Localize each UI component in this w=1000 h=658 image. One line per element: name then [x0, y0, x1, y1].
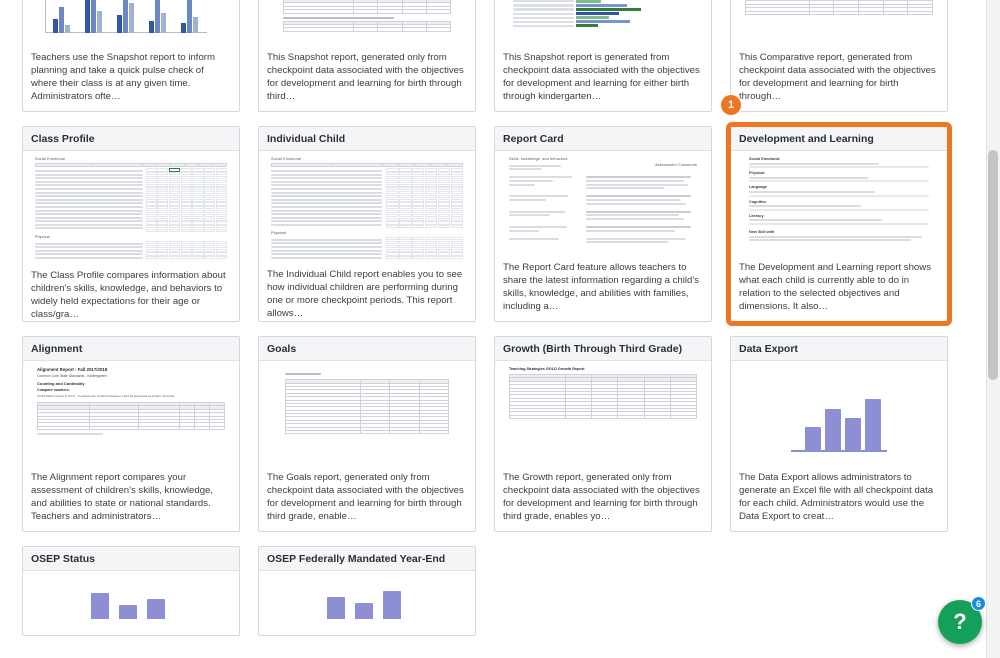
card-description: The Individual Child report enables you to see how individual children are performing during one or more checkpoint periods. This report allows… [267, 269, 463, 320]
alignment-domain: Counting and Cardinality [37, 381, 85, 386]
thumbnail-osep-year-end [259, 571, 475, 621]
card-header [23, 337, 239, 361]
card-title: Report Card [503, 132, 564, 145]
report-card-comparative[interactable] [730, 0, 948, 112]
card-description [23, 621, 239, 635]
card-description: The Class Profile compares information about children's skills, knowledge, and behaviors to widely held expectations for their age or class/gra… [31, 269, 226, 320]
dl-area-5: Literacy [749, 213, 764, 218]
report-card-snapshot-gantt[interactable] [494, 0, 712, 112]
thumb-section-label-2: Physical [35, 235, 50, 240]
dl-area-2: Physical [749, 171, 765, 176]
card-description: Teachers use the Snapshot report to inform planning and take a quick pulse check of where their class is at any given time. Administrators ofte… [31, 52, 215, 102]
card-title: Individual Child [267, 132, 346, 145]
card-title: Development and Learning [739, 132, 874, 145]
alignment-standard: Common Core State Standards - Kindergarten [37, 374, 107, 378]
page-scrollbar-thumb[interactable] [988, 150, 998, 380]
card-title: Alignment [31, 342, 83, 355]
card-title: Goals [267, 342, 297, 355]
dl-area-4: Cognitive [749, 199, 767, 204]
card-header [495, 127, 711, 151]
dl-area-1: Social Emotional [749, 157, 780, 161]
report-card-snapshot-tables[interactable] [258, 0, 476, 112]
help-button[interactable] [938, 600, 982, 644]
thumbnail-individual-child [259, 151, 475, 262]
card-header [259, 127, 475, 151]
thumbnail-tables [259, 0, 475, 45]
report-card-snapshot-bar[interactable] [22, 0, 240, 112]
card-description: The Development and Learning report shows what each child is currently able to do in relation to the selected objectives and dimensions. It also… [739, 262, 931, 312]
thumbnail-class-profile [23, 151, 239, 263]
card-description: This Snapshot report is generated from checkpoint data associated with the objectives for development and learning for either birth through kindergarten… [503, 52, 700, 102]
card-header [23, 127, 239, 151]
thumb-section-label: Social Emotional [35, 157, 65, 161]
thumb-col-label-right: Assessment Comments [655, 163, 697, 167]
card-description: The Growth report, generated only from checkpoint data associated with the objectives for development and learning for birth through third grade, enables yo… [503, 472, 700, 522]
help-notification-count: 6 [971, 596, 986, 611]
page-scrollbar-track[interactable] [986, 0, 1000, 658]
card-description: The Goals report, generated only from checkpoint data associated with the objectives for development and learning for birth through third grade, enable… [267, 472, 464, 522]
report-card-grid [22, 0, 972, 636]
report-card-report-card[interactable] [494, 126, 712, 322]
report-card-class-profile[interactable] [22, 126, 240, 322]
thumbnail-development-learning [731, 151, 947, 255]
card-header [23, 547, 239, 571]
thumbnail-alignment [23, 361, 239, 465]
card-description: The Report Card feature allows teachers to share the latest information regarding a child's skills, knowledge, and abilities with families, including a… [503, 262, 699, 312]
card-title: Class Profile [31, 132, 95, 145]
dl-area-3: Language [749, 185, 767, 190]
thumbnail-report-card [495, 151, 711, 255]
thumbnail-osep-status [23, 571, 239, 621]
thumbnail-growth [495, 361, 711, 465]
card-header [731, 337, 947, 361]
dl-note-label: New Skill with [749, 229, 775, 234]
thumb-section-label-2: Physical [271, 231, 286, 236]
step-badge-1: 1 [721, 95, 741, 115]
thumbnail-comparative [731, 0, 947, 45]
help-icon: ? [953, 609, 967, 634]
report-card-alignment[interactable] [22, 336, 240, 532]
report-card-goals[interactable] [258, 336, 476, 532]
card-title: OSEP Status [31, 552, 95, 565]
card-header [731, 127, 947, 151]
report-card-osep-year-end[interactable] [258, 546, 476, 636]
thumb-col-label-left: Skills, knowledge, and behaviors [509, 157, 568, 161]
thumbnail-goals [259, 361, 475, 465]
card-header [259, 547, 475, 571]
card-title: Data Export [739, 342, 798, 355]
report-card-growth[interactable] [494, 336, 712, 532]
report-card-development-and-learning[interactable] [727, 99, 948, 322]
card-description [259, 621, 475, 635]
report-card-individual-child[interactable] [258, 126, 476, 322]
bar-chart-icon [739, 367, 939, 463]
alignment-cluster: Compare numbers. [37, 388, 70, 392]
thumbnail-bar-chart [23, 0, 239, 45]
card-header [259, 337, 475, 361]
thumbnail-gantt [495, 0, 711, 45]
thumb-section-label: Social Emotional [271, 157, 301, 161]
alignment-title: Alignment Report - Fall 2017/2018 [37, 367, 108, 372]
card-title: OSEP Federally Mandated Year-End [267, 552, 446, 565]
card-description: This Snapshot report, generated only from checkpoint data associated with the objectives for development and learning for birth through third… [267, 52, 464, 102]
alignment-standard-text: CCSS.Math.Content.K.CC.6 – Compare two numbers between 1 and 10 presented as written numerals. [37, 394, 175, 398]
growth-title: Teaching Strategies GOLD Growth Report [509, 367, 585, 371]
card-title: Growth (Birth Through Third Grade) [503, 342, 683, 355]
card-description: This Comparative report, generated from checkpoint data associated with the objectives for development and learning for birth through… [739, 52, 936, 102]
card-header [495, 337, 711, 361]
report-card-data-export[interactable] [730, 336, 948, 532]
card-description: The Data Export allows administrators to generate an Excel file with all checkpoint data for each child. Administrators would use the Data Export to creat… [739, 472, 934, 522]
card-description: The Alignment report compares your assessment of children's skills, knowledge, and abilities to state or national standards. Teachers and administrators… [31, 472, 214, 522]
report-card-osep-status[interactable] [22, 546, 240, 636]
thumbnail-data-export [731, 361, 947, 465]
